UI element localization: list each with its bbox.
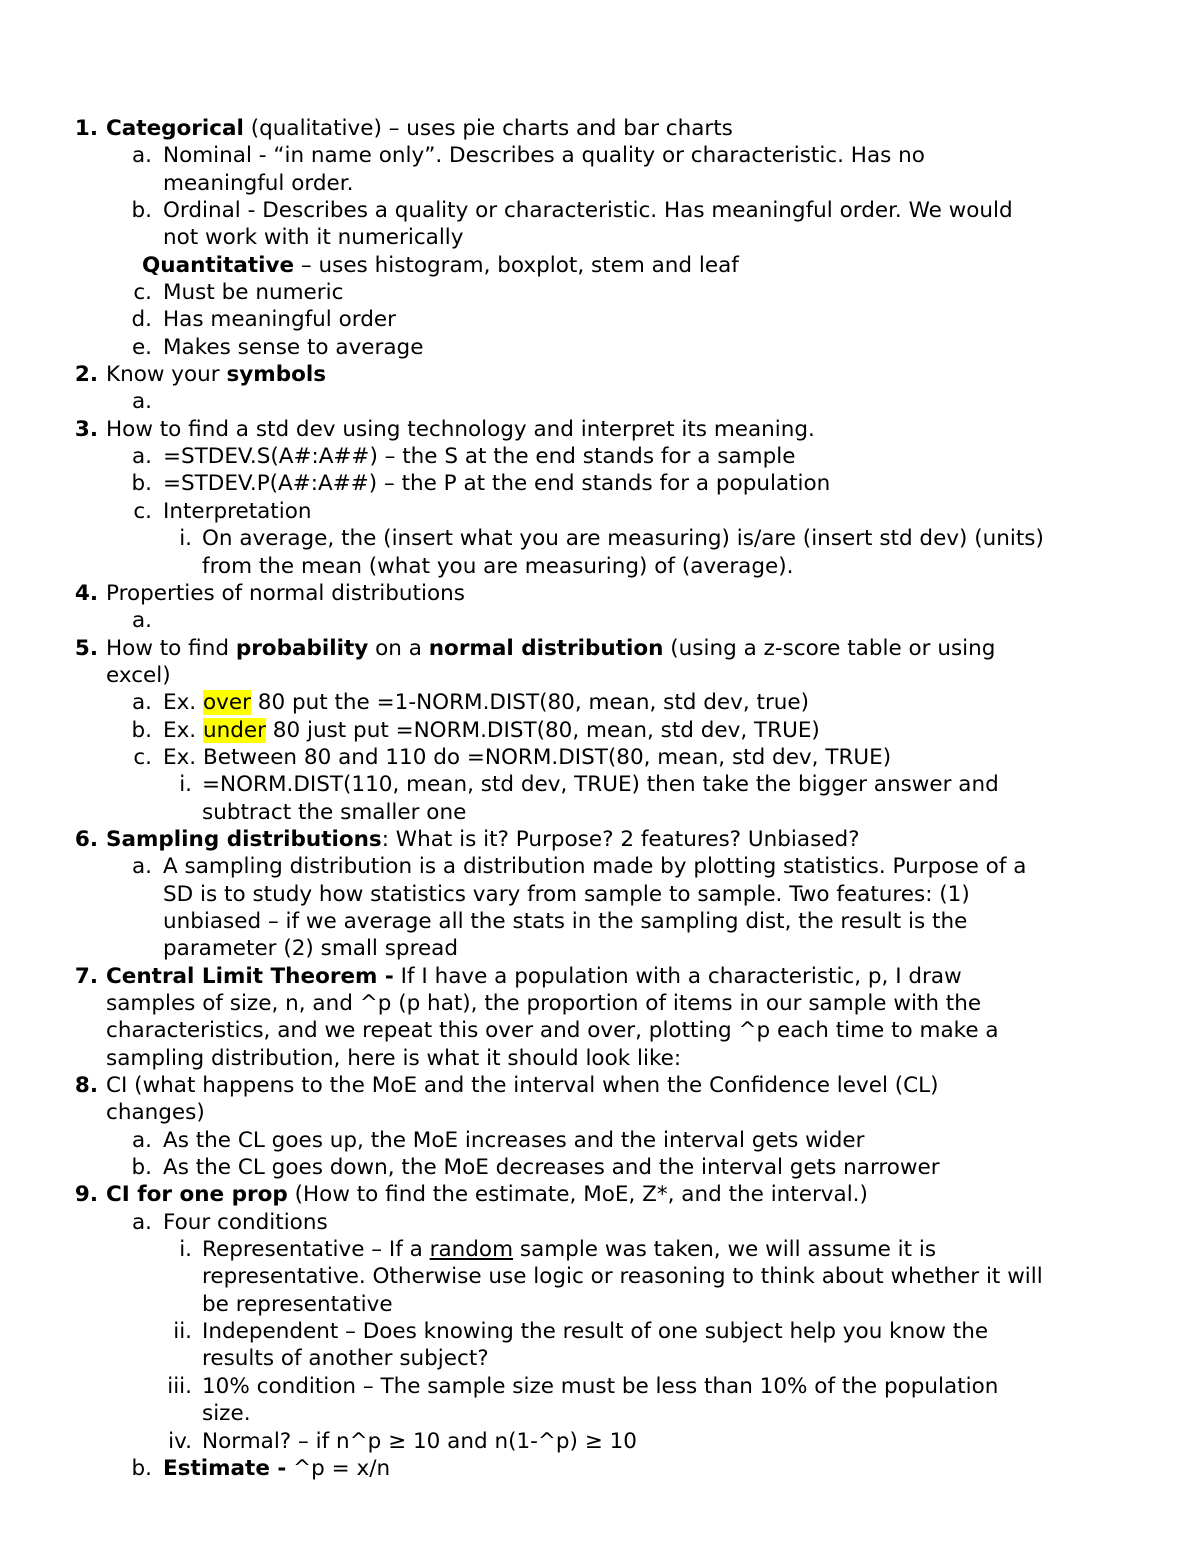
text-run: sample was taken, we will assume it is xyxy=(513,1237,937,1263)
outline-line xyxy=(0,306,1200,333)
line-text xyxy=(202,1291,393,1318)
line-text xyxy=(106,990,981,1017)
text-run: not work with it numerically xyxy=(163,225,464,251)
highlighted-text: over xyxy=(202,690,251,716)
text-run: Ex. Between 80 and 110 do =NORM.DIST(80, mean, std dev, TRUE) xyxy=(163,744,892,770)
line-text xyxy=(163,853,1026,880)
text-run: Representative – If a xyxy=(202,1237,430,1263)
list-marker: i. xyxy=(179,526,192,552)
outline-line xyxy=(0,1345,1200,1372)
list-marker: 2. xyxy=(74,362,98,388)
list-marker: d. xyxy=(131,307,152,333)
text-run: changes) xyxy=(106,1100,205,1126)
list-marker: b. xyxy=(131,717,152,743)
line-text xyxy=(163,1209,328,1236)
outline-line xyxy=(0,252,1200,279)
line-text xyxy=(163,908,967,935)
bold-term: CI for one prop xyxy=(106,1182,288,1208)
outline-line xyxy=(0,416,1200,443)
text-run: Properties of normal distributions xyxy=(106,580,465,606)
list-marker: b. xyxy=(131,471,152,497)
outline-line xyxy=(0,853,1200,880)
outline-line xyxy=(0,1154,1200,1181)
outline-line xyxy=(0,771,1200,798)
text-run: characteristics, and we repeat this over and over, plotting ^p each time to make a xyxy=(106,1018,999,1044)
text-run: on a xyxy=(368,635,429,661)
text-run: Makes sense to average xyxy=(163,334,424,360)
text-run: Ex. xyxy=(163,690,203,716)
bold-term: Quantitative xyxy=(142,252,295,278)
line-text xyxy=(163,881,970,908)
line-text xyxy=(163,1154,940,1181)
line-text xyxy=(106,361,326,388)
outline-line xyxy=(0,334,1200,361)
bold-term: Central Limit Theorem - xyxy=(106,963,394,989)
list-marker: b. xyxy=(131,1155,152,1181)
text-run: Interpretation xyxy=(163,498,312,524)
line-text xyxy=(163,334,423,361)
line-text xyxy=(202,1428,637,1455)
list-marker: 4. xyxy=(74,580,98,606)
text-run: representative. Otherwise use logic or reasoning to think about whether it will xyxy=(202,1264,1043,1290)
text-run: Independent – Does knowing the result of one subject help you know the xyxy=(202,1319,989,1345)
underlined-text: random xyxy=(429,1237,514,1263)
outline-line xyxy=(0,1318,1200,1345)
bold-term: Sampling distributions xyxy=(106,826,382,852)
list-marker: 7. xyxy=(74,963,98,989)
outline-line xyxy=(0,388,1200,415)
list-marker: a. xyxy=(131,143,152,169)
list-marker: 6. xyxy=(74,826,98,852)
line-text xyxy=(163,744,891,771)
text-run: size. xyxy=(202,1401,251,1427)
list-marker: a. xyxy=(131,608,152,634)
text-run: unbiased – if we average all the stats in the sampling dist, the result is the xyxy=(163,908,968,934)
text-run: (qualitative) – uses pie charts and bar charts xyxy=(243,116,733,141)
list-marker: a. xyxy=(131,854,152,880)
line-text xyxy=(202,1400,251,1427)
line-text xyxy=(202,525,1044,552)
outline-line xyxy=(0,635,1200,662)
line-text xyxy=(106,580,465,607)
text-run: 80 put the =1-NORM.DIST(80, mean, std dev, true) xyxy=(250,690,810,716)
text-run: =NORM.DIST(110, mean, std dev, TRUE) then take the bigger answer and xyxy=(202,772,999,798)
text-run: Nominal - “in name only”. Describes a quality or characteristic. Has no xyxy=(163,143,925,169)
line-text xyxy=(163,689,809,716)
line-text xyxy=(163,935,458,962)
text-run: CI (what happens to the MoE and the interval when the Confidence level (CL) xyxy=(106,1073,939,1099)
line-text xyxy=(202,1318,988,1345)
line-text xyxy=(163,443,795,470)
line-text xyxy=(202,1236,936,1263)
line-text xyxy=(163,170,353,197)
line-text xyxy=(202,1373,998,1400)
list-marker: a. xyxy=(131,389,152,415)
text-run: How to find xyxy=(106,635,236,661)
outline-line xyxy=(0,662,1200,689)
outline-line xyxy=(0,197,1200,224)
text-run: 10% condition – The sample size must be less than 10% of the population xyxy=(202,1373,999,1399)
text-run: Ordinal - Describes a quality or characteristic. Has meaningful order. We would xyxy=(163,198,1013,224)
outline-line xyxy=(0,224,1200,251)
list-marker: iv. xyxy=(168,1428,192,1454)
text-run: A sampling distribution is a distribution made by plotting statistics. Purpose of a xyxy=(163,854,1027,880)
outline-line xyxy=(0,1263,1200,1290)
list-marker: a. xyxy=(131,1127,152,1153)
outline-line xyxy=(0,1236,1200,1263)
text-run: from the mean (what you are measuring) of (average). xyxy=(202,553,794,579)
line-text xyxy=(163,142,925,169)
line-text xyxy=(163,1455,390,1482)
line-text xyxy=(163,717,820,744)
list-marker: i. xyxy=(179,772,192,798)
text-run: Has meaningful order xyxy=(163,307,396,333)
text-run: meaningful order. xyxy=(163,170,354,196)
list-marker: i. xyxy=(179,1237,192,1263)
text-run: If I have a population with a characteristic, p, I draw xyxy=(393,963,962,989)
list-marker: c. xyxy=(133,498,152,524)
list-marker: ii. xyxy=(173,1319,192,1345)
list-marker: a. xyxy=(131,444,152,470)
list-marker: 5. xyxy=(74,635,98,661)
text-run: be representative xyxy=(202,1291,393,1317)
outline-line xyxy=(0,443,1200,470)
line-text xyxy=(106,416,815,443)
text-run: excel) xyxy=(106,662,171,688)
outline-line xyxy=(0,1400,1200,1427)
outline-line xyxy=(0,1017,1200,1044)
outline-line xyxy=(0,689,1200,716)
line-text xyxy=(202,553,793,580)
outline-line xyxy=(0,1428,1200,1455)
bold-term: symbols xyxy=(226,362,327,388)
text-run: As the CL goes down, the MoE decreases and the interval gets narrower xyxy=(163,1155,940,1181)
line-text xyxy=(106,826,860,853)
line-text xyxy=(142,252,739,279)
line-text xyxy=(163,197,1013,224)
line-text xyxy=(106,1045,681,1072)
outline-line xyxy=(0,881,1200,908)
outline-line xyxy=(0,826,1200,853)
outline-line xyxy=(0,1045,1200,1072)
text-run: (How to find the estimate, MoE, Z*, and the interval.) xyxy=(287,1182,868,1208)
text-run: Ex. xyxy=(163,717,203,743)
line-text xyxy=(163,279,343,306)
line-text xyxy=(106,115,733,142)
text-run: samples of size, n, and ^p (p hat), the proportion of items in our sample with the xyxy=(106,991,982,1016)
list-marker: c. xyxy=(133,280,152,306)
list-marker: 3. xyxy=(74,416,98,442)
outline-line xyxy=(0,1291,1200,1318)
list-marker: e. xyxy=(131,334,152,360)
text-run: Normal? – if n^p ≥ 10 and n(1-^p) ≥ 10 xyxy=(202,1428,637,1454)
outline-line xyxy=(0,170,1200,197)
outline-line xyxy=(0,361,1200,388)
list-marker: 1. xyxy=(74,116,98,141)
outline-line xyxy=(0,580,1200,607)
outline-line xyxy=(0,279,1200,306)
bold-term: normal distribution xyxy=(428,635,664,661)
text-run: ^p = x/n xyxy=(286,1455,391,1481)
line-text xyxy=(163,498,312,525)
outline-line xyxy=(0,142,1200,169)
outline-line xyxy=(0,1181,1200,1208)
outline-line xyxy=(0,553,1200,580)
outline-line xyxy=(0,470,1200,497)
list-marker: a. xyxy=(131,1209,152,1235)
line-text xyxy=(106,963,962,990)
text-run: subtract the smaller one xyxy=(202,799,467,825)
outline-line xyxy=(0,1072,1200,1099)
outline-line xyxy=(0,1099,1200,1126)
text-run: parameter (2) small spread xyxy=(163,936,458,962)
list-marker: 8. xyxy=(74,1073,98,1099)
line-text xyxy=(106,1099,205,1126)
line-text xyxy=(163,1127,864,1154)
text-run: sampling distribution, here is what it should look like: xyxy=(106,1045,682,1071)
line-text xyxy=(106,1017,999,1044)
bold-term: Estimate - xyxy=(163,1455,287,1481)
bold-term: probability xyxy=(235,635,369,661)
text-run: : What is it? Purpose? 2 features? Unbiased? xyxy=(381,826,860,852)
list-marker: c. xyxy=(133,744,152,770)
line-text xyxy=(163,470,830,497)
line-text xyxy=(106,1072,939,1099)
list-marker: 9. xyxy=(74,1182,98,1208)
list-marker: b. xyxy=(131,1455,152,1481)
outline-line xyxy=(0,744,1200,771)
line-text xyxy=(106,635,995,662)
outline-line xyxy=(0,908,1200,935)
bold-term: Categorical xyxy=(106,116,244,141)
outline-line xyxy=(0,717,1200,744)
text-run: =STDEV.P(A#:A##) – the P at the end stands for a population xyxy=(163,471,831,497)
outline-line xyxy=(0,990,1200,1017)
outline-line xyxy=(0,1209,1200,1236)
text-run: How to find a std dev using technology and interpret its meaning. xyxy=(106,416,815,442)
line-text xyxy=(106,662,171,689)
text-run: =STDEV.S(A#:A##) – the S at the end stands for a sample xyxy=(163,444,796,470)
outline-line xyxy=(0,498,1200,525)
text-run: results of another subject? xyxy=(202,1346,489,1372)
outline-line xyxy=(0,1373,1200,1400)
line-text xyxy=(202,799,466,826)
highlighted-text: under xyxy=(202,717,266,743)
line-text xyxy=(163,224,464,251)
list-marker: iii. xyxy=(167,1373,192,1399)
text-run: Must be numeric xyxy=(163,280,344,306)
outline-line xyxy=(0,525,1200,552)
outline-line xyxy=(0,1127,1200,1154)
text-run: 80 just put =NORM.DIST(80, mean, std dev, TRUE) xyxy=(265,717,820,743)
text-run: – uses histogram, boxplot, stem and leaf xyxy=(294,252,739,278)
text-run: Know your xyxy=(106,362,227,388)
text-run: Four conditions xyxy=(163,1209,328,1235)
list-marker: a. xyxy=(131,690,152,716)
line-text xyxy=(202,771,999,798)
outline-line xyxy=(0,963,1200,990)
line-text xyxy=(106,1181,868,1208)
outline-line xyxy=(0,1455,1200,1482)
line-text xyxy=(163,306,396,333)
line-text xyxy=(202,1263,1043,1290)
list-marker: b. xyxy=(131,198,152,224)
text-run: As the CL goes up, the MoE increases and the interval gets wider xyxy=(163,1127,865,1153)
outline-line xyxy=(0,607,1200,634)
line-text xyxy=(202,1345,489,1372)
text-run: (using a z-score table or using xyxy=(663,635,996,661)
outline-line xyxy=(0,115,1200,142)
document-body xyxy=(0,115,1200,1482)
text-run: On average, the (insert what you are measuring) is/are (insert std dev) (units) xyxy=(202,526,1044,552)
outline-line xyxy=(0,799,1200,826)
text-run: SD is to study how statistics vary from sample to sample. Two features: (1) xyxy=(163,881,970,907)
outline-line xyxy=(0,935,1200,962)
